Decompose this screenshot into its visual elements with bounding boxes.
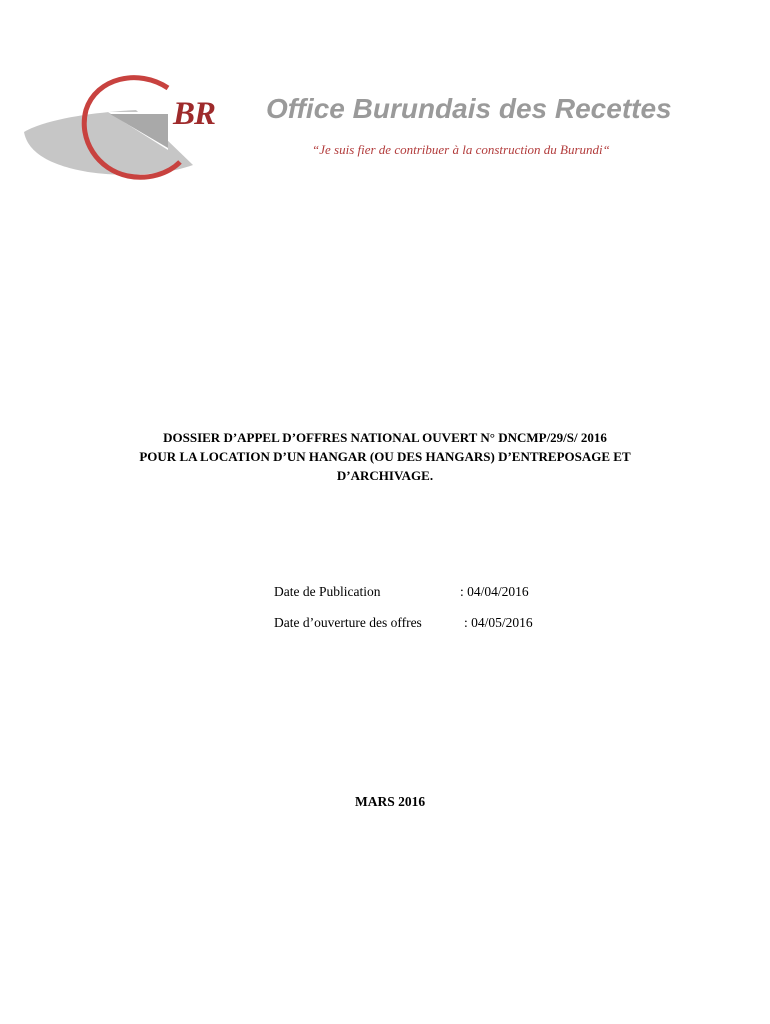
opening-date-label: Date d’ouverture des offres [274, 615, 422, 630]
organization-name: Office Burundais des Recettes [266, 93, 672, 124]
slogan: “Je suis fier de contribuer à la construction du Burundi“ [312, 142, 610, 157]
opening-date-value: : 04/05/2016 [464, 615, 533, 630]
title-line-3: D’ARCHIVAGE. [336, 468, 434, 483]
document-title [60, 428, 710, 485]
title-line-2: POUR LA LOCATION D’UN HANGAR (OU DES HANGARS) D’ENTREPOSAGE ET [139, 449, 631, 464]
title-line-1: DOSSIER D’APPEL D’OFFRES NATIONAL OUVERT N° DNCMP/29/S/ 2016 [163, 430, 607, 445]
logo-letters: BR [173, 96, 216, 132]
document-month: MARS 2016 [355, 794, 426, 809]
publication-date-label: Date de Publication [274, 584, 381, 599]
publication-date-value: : 04/04/2016 [460, 584, 529, 599]
header [0, 0, 770, 200]
